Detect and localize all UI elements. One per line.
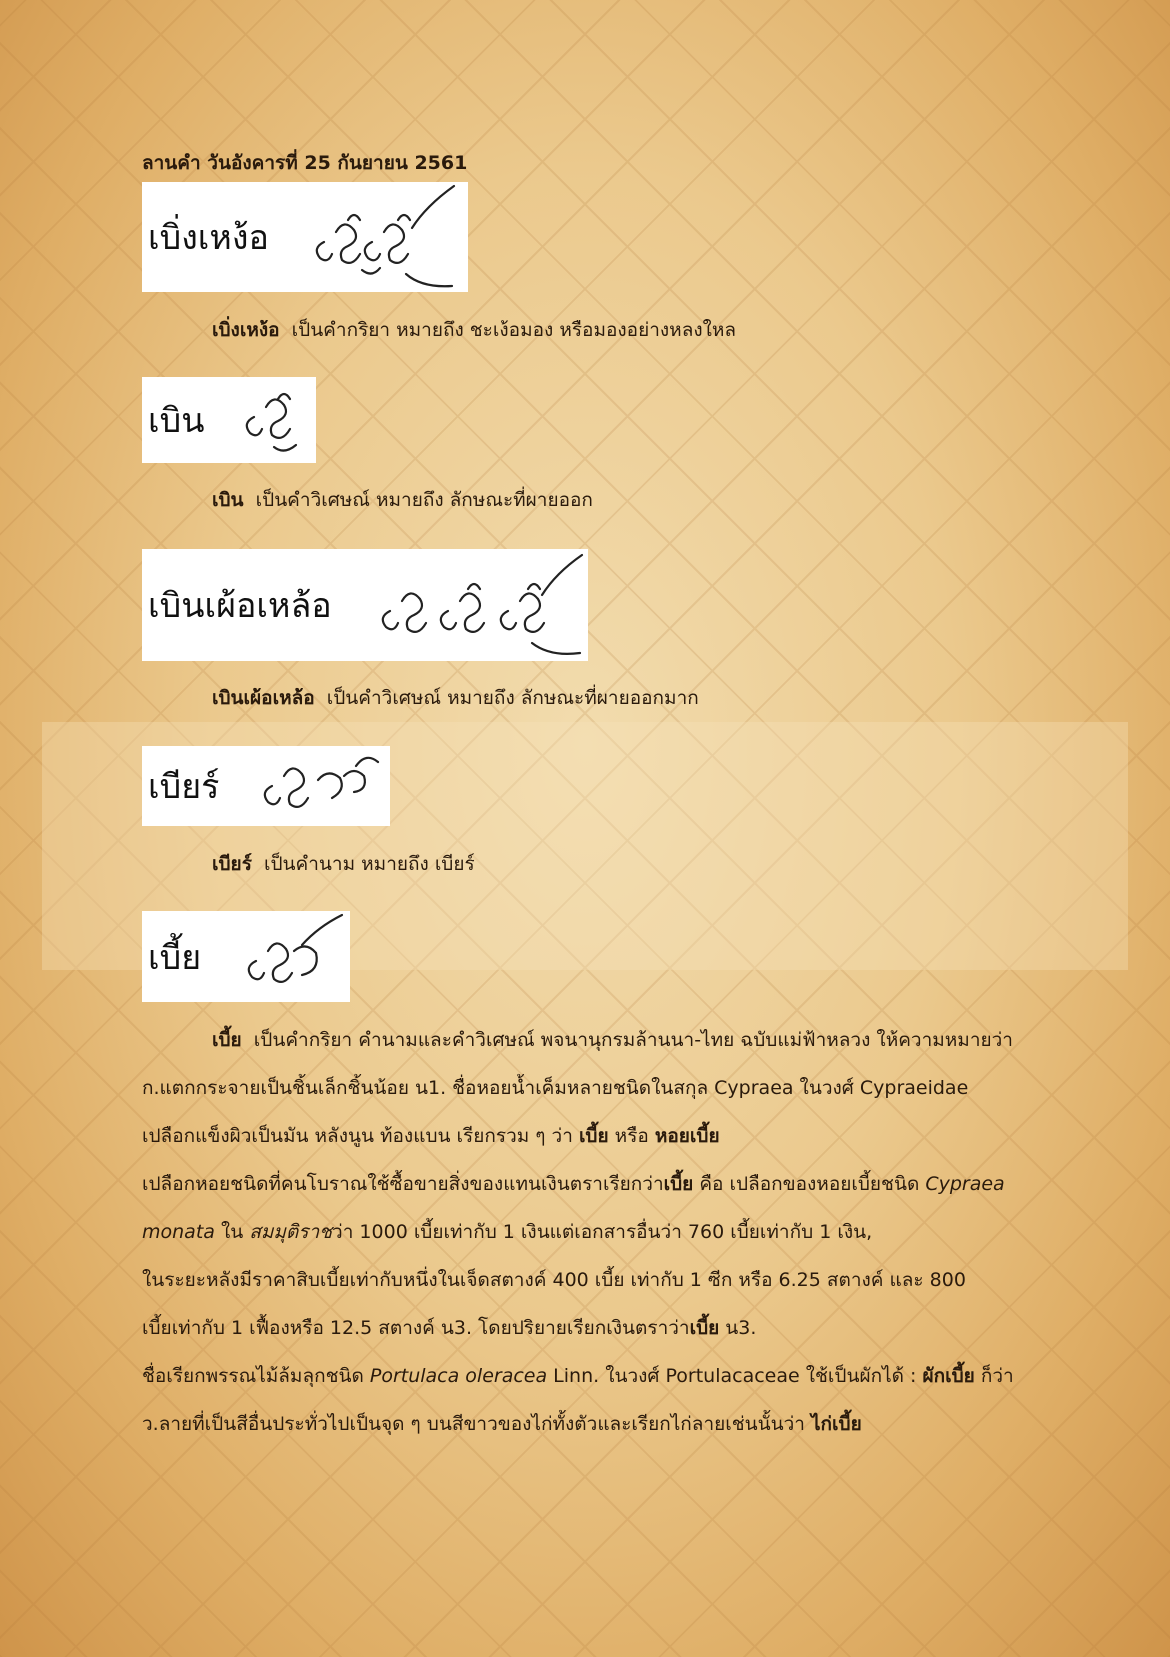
text: ก็ว่า [974, 1365, 1014, 1387]
definition-line [142, 1016, 1032, 1064]
definition-4 [142, 840, 1032, 888]
lanna-script-image [252, 746, 390, 826]
definition-text: เป็นคำวิเศษณ์ หมายถึง ลักษณะที่ผายออก [255, 489, 593, 511]
definition-line [142, 1160, 1032, 1208]
lanna-script-image [234, 377, 316, 463]
definition-line [142, 1208, 1032, 1256]
italic-term: monata [142, 1221, 215, 1243]
text: เบี้ยเท่ากับ 1 เฟื้องหรือ 12.5 สตางค์ น3. โดยปริยายเรียกเงินตราว่า [142, 1317, 690, 1339]
bold-term: เบี้ย [663, 1173, 694, 1195]
bold-term: เบี้ย [689, 1317, 720, 1339]
italic-term: Cypraea [925, 1173, 1005, 1195]
bold-term: ไก่เบี้ย [810, 1413, 862, 1435]
text: เปลือกหอยชนิดที่คนโบราณใช้ซื้อขายสิ่งของแทนเงินตราเรียกว่า [142, 1173, 664, 1195]
text: ชื่อเรียกพรรณไม้ล้มลุกชนิด [142, 1365, 370, 1387]
headword: เบียร์ [212, 853, 252, 875]
italic-term: สมมุติราช [249, 1221, 333, 1243]
text: เปลือกแข็งผิวเป็นมัน หลังนูน ท้องแบน เรียกรวม ๆ ว่า [142, 1125, 579, 1147]
lanna-script-image [242, 911, 350, 1002]
definition-text: เป็นคำวิเศษณ์ หมายถึง ลักษณะที่ผายออกมาก [326, 687, 699, 709]
headword: เบิ่งเหง้อ [212, 319, 280, 341]
word-card-4 [142, 746, 390, 826]
headword: เบี้ย [212, 1029, 242, 1051]
word-card-3 [142, 549, 588, 661]
bold-term: เบี้ย [578, 1125, 609, 1147]
definition-1 [142, 306, 1032, 354]
definition-line [142, 1352, 1032, 1400]
word-card-2 [142, 377, 316, 463]
text: คือ เปลือกของหอยเบี้ยชนิด [693, 1173, 926, 1195]
text: ใน [214, 1221, 250, 1243]
bold-term: ผักเบี้ย [922, 1365, 975, 1387]
italic-term: Portulaca oleracea [369, 1365, 548, 1387]
text: ว.ลายที่เป็นสีอื่นประทั่วไปเป็นจุด ๆ บนสีขาวของไก่ทั้งตัวและเรียกไก่ลายเช่นนั้นว่า [142, 1413, 811, 1435]
thai-word: เบี้ย [148, 937, 202, 978]
headword: เบินเผ้อเหล้อ [212, 687, 315, 709]
definition-line: ก.แตกกระจายเป็นชิ้นเล็กชิ้นน้อย น1. ชื่อหอยน้ำเค็มหลายชนิดในสกุล Cypraea ในวงศ์ Cypraeidae [142, 1077, 969, 1099]
text: ว่า 1000 เบี้ยเท่ากับ 1 เงินแต่เอกสารอื่นว่า 760 เบี้ยเท่ากับ 1 เงิน, [332, 1221, 873, 1243]
lanna-script-image [372, 549, 588, 661]
text: หรือ [608, 1125, 655, 1147]
bold-term: หอยเบี้ย [654, 1125, 720, 1147]
thai-word: เบียร์ [148, 767, 220, 807]
thai-word: เบิน [148, 401, 205, 441]
thai-word: เบินเผ้อเหล้อ [148, 586, 332, 626]
thai-word: เบิ่งเหง้อ [148, 218, 269, 258]
text: Linn. ในวงศ์ Portulacaceae ใช้เป็นผักได้ : [547, 1365, 923, 1387]
definition-line [142, 1112, 1032, 1160]
definition-text: เป็นคำกริยา หมายถึง ชะเง้อมอง หรือมองอย่างหลงใหล [291, 319, 737, 341]
definition-line [142, 1304, 1032, 1352]
definition-2 [142, 476, 1032, 524]
definition-line: ในระยะหลังมีราคาสิบเบี้ยเท่ากับหนึ่งในเจ็ดสตางค์ 400 เบี้ย เท่ากับ 1 ซีก หรือ 6.25 สตางค์ และ 800 [142, 1269, 966, 1291]
definition-line [142, 1400, 1032, 1448]
definition-5 [142, 1016, 1032, 1448]
word-card-1 [142, 182, 468, 292]
page-date: ลานคำ วันอังคารที่ 25 กันยายน 2561 [142, 152, 468, 174]
word-card-5 [142, 911, 350, 1002]
definition-3 [142, 674, 1032, 722]
text: น3. [719, 1317, 757, 1339]
definition-text: เป็นคำนาม หมายถึง เบียร์ [264, 853, 475, 875]
text: เป็นคำกริยา คำนามและคำวิเศษณ์ พจนานุกรมล้านนา-ไทย ฉบับแม่ฟ้าหลวง ให้ความหมายว่า [253, 1029, 1013, 1051]
lanna-script-image [302, 182, 468, 292]
headword: เบิน [212, 489, 244, 511]
